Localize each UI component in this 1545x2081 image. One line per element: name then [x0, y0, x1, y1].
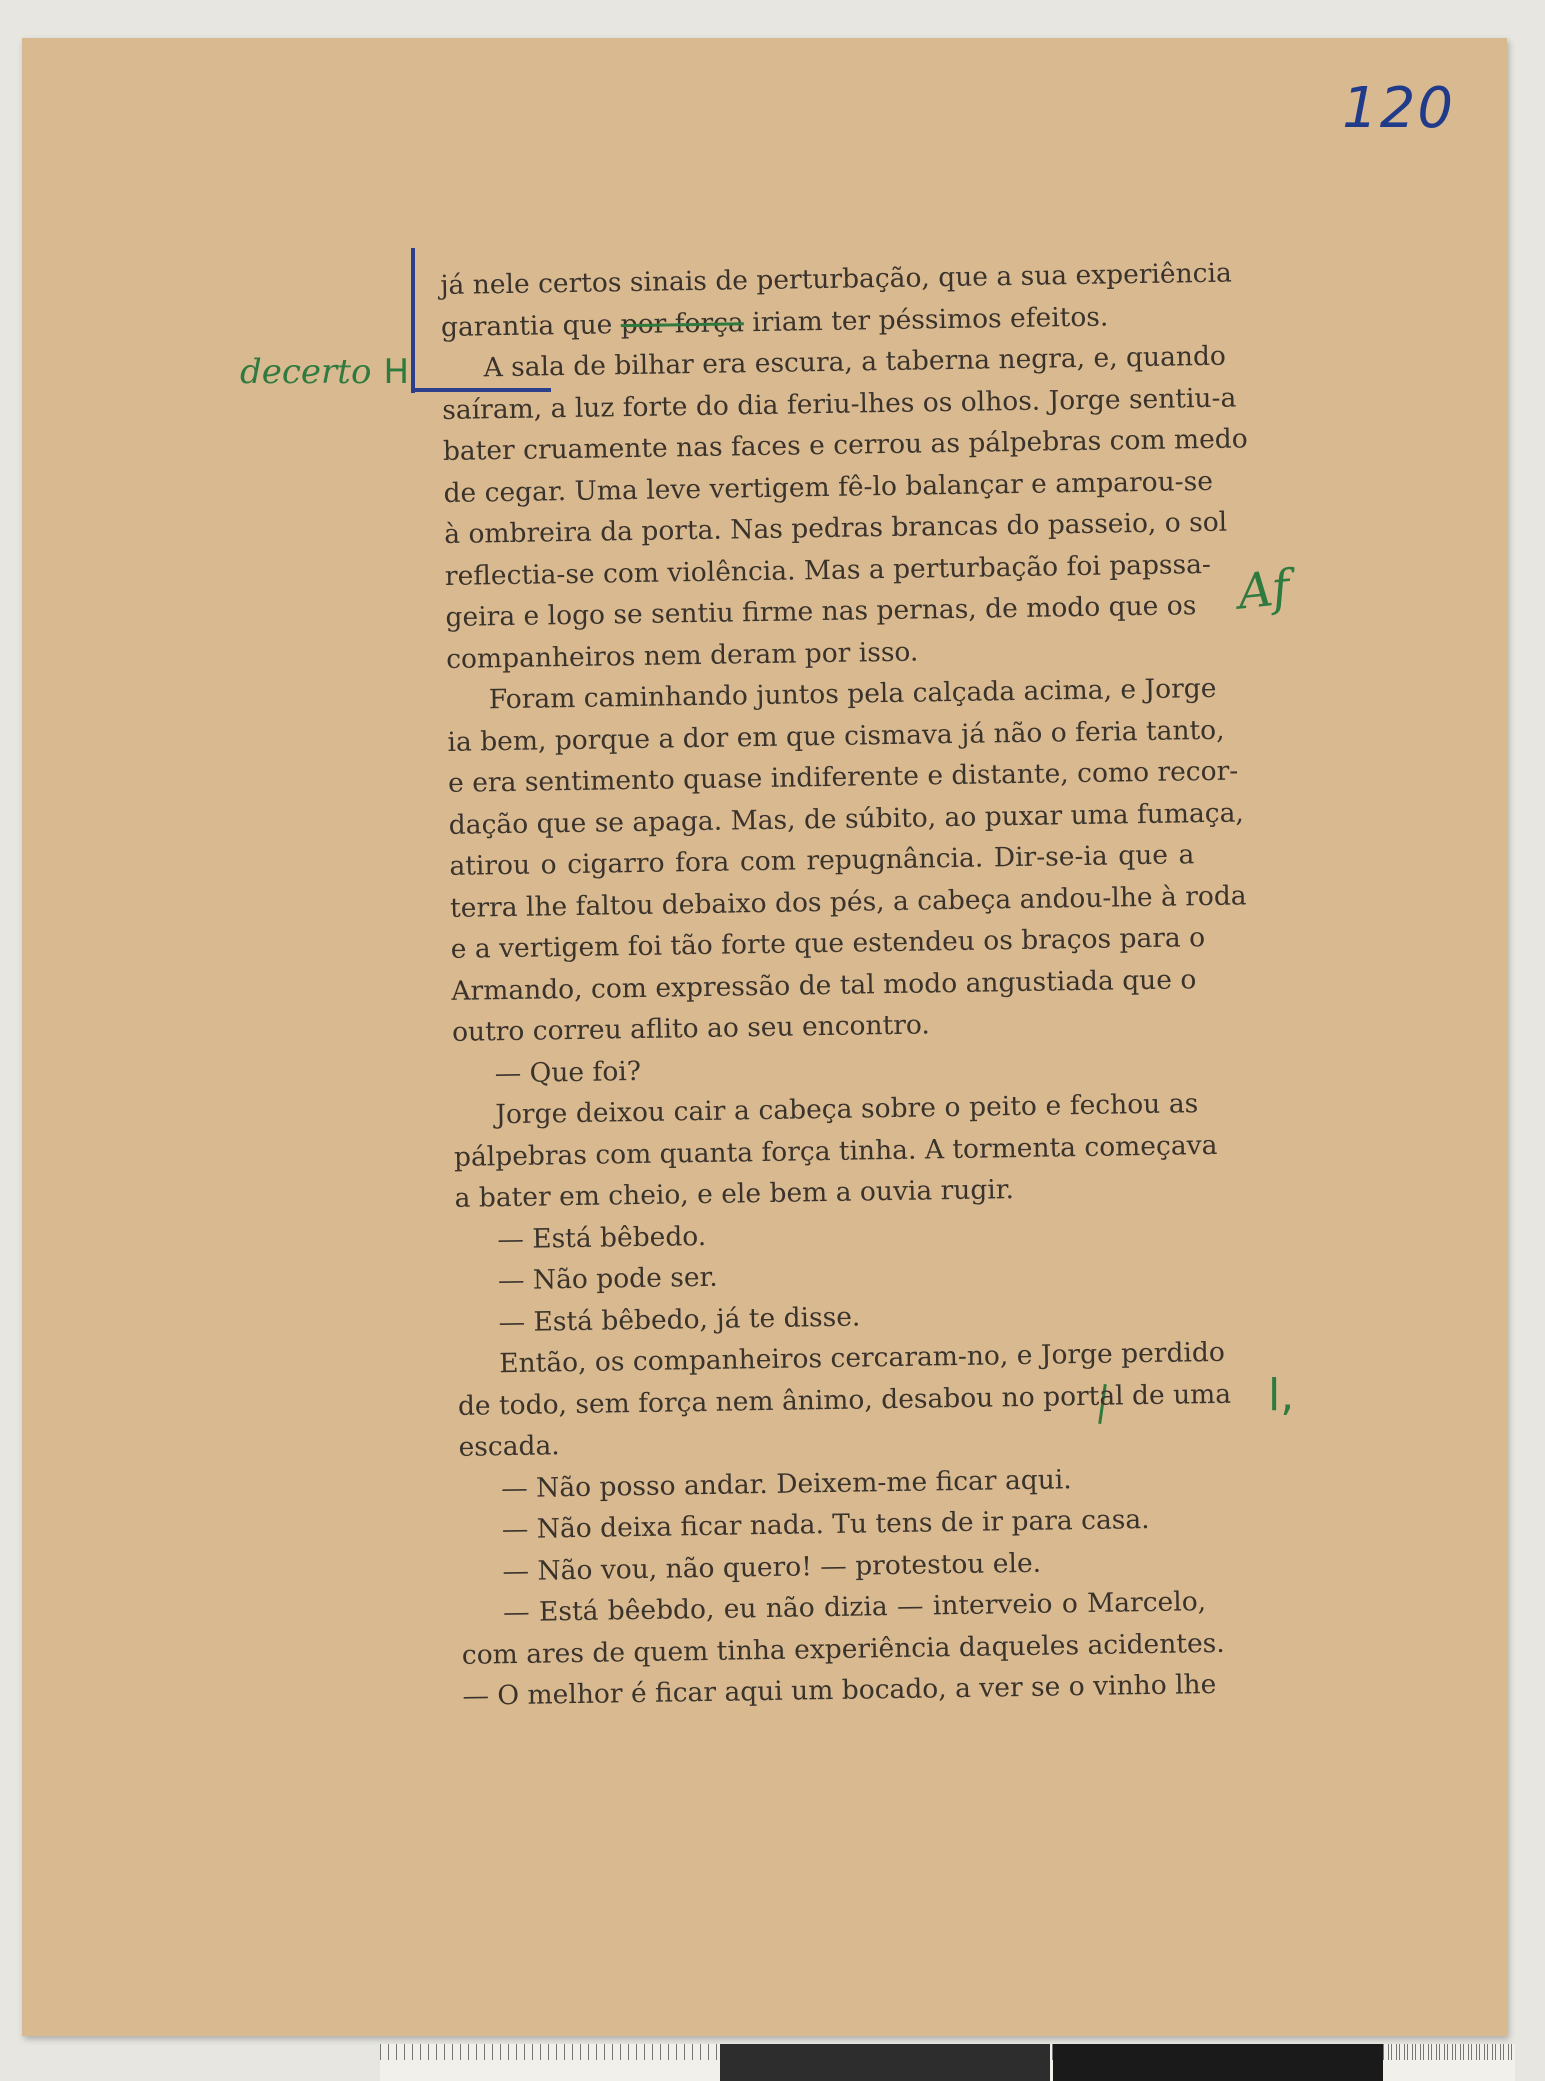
gray-patch-dark [720, 2044, 1050, 2081]
text-line: — Que foi? [494, 1055, 642, 1089]
text-line: companheiros nem deram por isso. [445, 636, 919, 675]
text-line: geira e logo se sentiu firme nas pernas, de modo que os [445, 590, 1197, 633]
margin-note-right-2: l, [1268, 1370, 1295, 1421]
text-line: Jorge deixou cair a cabeça sobre o peito e fechou as [495, 1088, 1199, 1131]
gray-patch-black [1053, 2044, 1383, 2081]
text-line: escada. [458, 1430, 560, 1463]
text-line: — Não pode ser. [497, 1261, 718, 1297]
text-segment: iriam ter péssimos efeitos. [743, 301, 1109, 338]
struck-text: por força [620, 306, 745, 340]
text-line: A sala de bilhar era escura, a taberna negra, e, quando [483, 340, 1227, 384]
text-line: de todo, sem força nem ânimo, desabou no portal de uma [457, 1378, 1232, 1422]
margin-note-left-mark: H [383, 352, 410, 392]
text-line: saíram, a luz forte do dia feriu-lhes os olhos. Jorge sentiu-a [442, 382, 1237, 426]
text-line: reflectia-se com violência. Mas a perturbação foi papssa- [444, 548, 1212, 592]
text-line: bater cruamente nas faces e cerrou as pálpebras com medo [442, 423, 1248, 467]
text-line: Então, os companheiros cercaram-no, e Jorge perdido [499, 1336, 1226, 1380]
text-line: e era sentimento quase indiferente e distante, como recor- [447, 755, 1239, 799]
text-line: ia bem, porque a dor em que cismava já não o feria tanto, [447, 714, 1225, 758]
text-line: a bater em cheio, e ele bem a ouvia rugir. [454, 1174, 1015, 1214]
margin-note-right-1: Af [1235, 559, 1293, 621]
color-scale-ruler [380, 2044, 1515, 2081]
text-line: com ares de quem tinha experiência daqueles acidentes. [461, 1627, 1225, 1671]
text-line: — Não vou, não quero! — protestou ele. [502, 1547, 1042, 1587]
text-line: terra lhe faltou debaixo dos pés, a cabeça andou-lhe à roda [449, 879, 1247, 924]
ruler-ticks-right [1383, 2044, 1515, 2060]
text-line: atirou o cigarro fora com repugnância. Dir-se-ia que a [449, 839, 1195, 882]
insert-bracket-vertical [411, 248, 415, 393]
text-line: Armando, com expressão de tal modo angustiada que o [451, 963, 1197, 1007]
page-number: 120 [1342, 76, 1455, 141]
text-line: dação que se apaga. Mas, de súbito, ao puxar uma fumaça, [448, 796, 1245, 841]
margin-note-left-word: decerto [240, 352, 372, 392]
text-line: à ombreira da porta. Nas pedras brancas do passeio, o sol [443, 506, 1228, 550]
text-line: — Está bêbedo. [497, 1220, 707, 1255]
text-line: — Não posso andar. Deixem-me ficar aqui. [500, 1463, 1072, 1504]
text-line: pálpebras com quanta força tinha. A tormenta começava [453, 1129, 1218, 1173]
margin-note-left [240, 352, 409, 392]
text-line: — Não deixa ficar nada. Tu tens de ir para casa. [501, 1504, 1150, 1546]
text-line: e a vertigem foi tão forte que estendeu os braços para o [450, 922, 1206, 965]
text-line: já nele certos sinais de perturbação, que a sua experiência [440, 257, 1233, 301]
text-line: — O melhor é ficar aqui um bocado, a ver se o vinho lhe [462, 1668, 1217, 1712]
text-line: — Está bêbedo, já te disse. [498, 1301, 861, 1338]
text-line: de cegar. Uma leve vertigem fê-lo balançar e amparou-se [443, 465, 1214, 509]
text-line: outro correu aflito ao seu encontro. [451, 1009, 931, 1048]
text-segment: garantia que [440, 308, 621, 343]
text-line: — Está bêebdo, eu não dizia — interveio o Marcelo, [502, 1586, 1207, 1629]
text-line: Foram caminhando juntos pela calçada acima, e Jorge [488, 672, 1217, 716]
body-text [440, 253, 1248, 1717]
